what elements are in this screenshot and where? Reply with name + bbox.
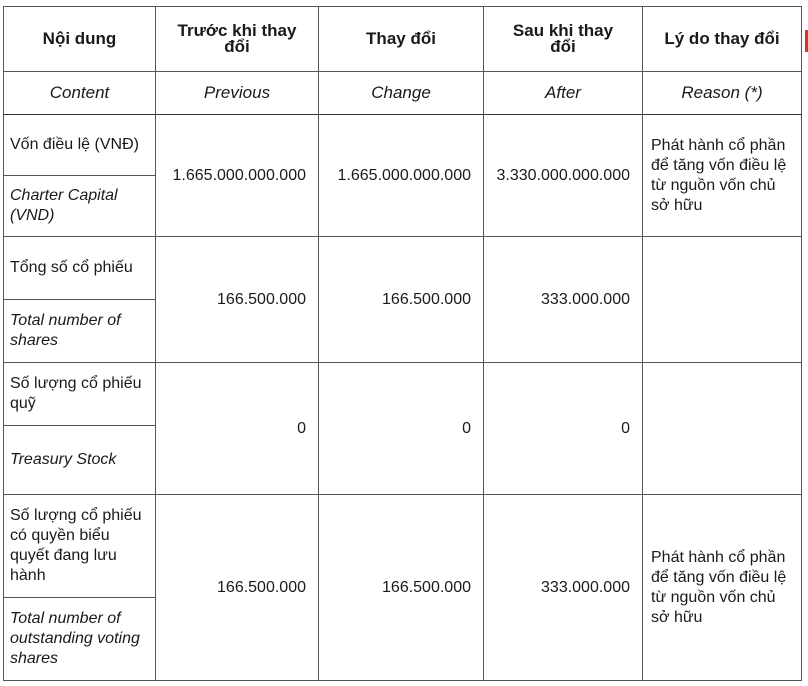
row-label-vn: Tổng số cổ phiếu <box>4 237 156 300</box>
subheader-change: Change <box>319 72 484 115</box>
header-previous-line1: Trước khi thay <box>177 21 297 40</box>
header-after <box>484 7 643 72</box>
row-change: 1.665.000.000.000 <box>319 115 484 237</box>
subheader-after: After <box>484 72 643 115</box>
row-reason <box>643 237 802 363</box>
row-label-en: Charter Capital (VND) <box>4 176 156 237</box>
row-label-vn: Số lượng cổ phiếu quỹ <box>4 363 156 426</box>
row-after: 333.000.000 <box>484 495 643 681</box>
row-change: 0 <box>319 363 484 495</box>
row-change: 166.500.000 <box>319 495 484 681</box>
header-after-line2: đổi <box>550 37 576 56</box>
header-previous-line2: đổi <box>224 37 250 56</box>
header-change: Thay đổi <box>319 7 484 72</box>
capital-change-table <box>3 6 802 681</box>
row-previous: 1.665.000.000.000 <box>156 115 319 237</box>
row-label-en: Total number of shares <box>4 300 156 363</box>
row-reason: Phát hành cổ phần để tăng vốn điều lệ từ nguồn vốn chủ sở hữu <box>643 495 802 681</box>
subheader-row <box>4 72 802 115</box>
table-row <box>4 495 802 598</box>
row-label-vn: Số lượng cổ phiếu có quyền biểu quyết đang lưu hành <box>4 495 156 598</box>
row-previous: 166.500.000 <box>156 237 319 363</box>
table-row <box>4 363 802 426</box>
subheader-previous: Previous <box>156 72 319 115</box>
row-reason: Phát hành cổ phần để tăng vốn điều lệ từ nguồn vốn chủ sở hữu <box>643 115 802 237</box>
row-previous: 0 <box>156 363 319 495</box>
table-row <box>4 115 802 176</box>
subheader-reason: Reason (*) <box>643 72 802 115</box>
header-previous <box>156 7 319 72</box>
row-after: 333.000.000 <box>484 237 643 363</box>
header-row <box>4 7 802 72</box>
row-after: 0 <box>484 363 643 495</box>
header-content: Nội dung <box>4 7 156 72</box>
row-label-en: Treasury Stock <box>4 426 156 495</box>
header-reason: Lý do thay đổi <box>643 7 802 72</box>
row-previous: 166.500.000 <box>156 495 319 681</box>
subheader-content: Content <box>4 72 156 115</box>
row-label-en: Total number of outstanding voting shares <box>4 598 156 681</box>
row-change: 166.500.000 <box>319 237 484 363</box>
row-reason <box>643 363 802 495</box>
table-row <box>4 237 802 300</box>
row-label-vn: Vốn điều lệ (VNĐ) <box>4 115 156 176</box>
header-after-line1: Sau khi thay <box>512 21 614 40</box>
row-after: 3.330.000.000.000 <box>484 115 643 237</box>
